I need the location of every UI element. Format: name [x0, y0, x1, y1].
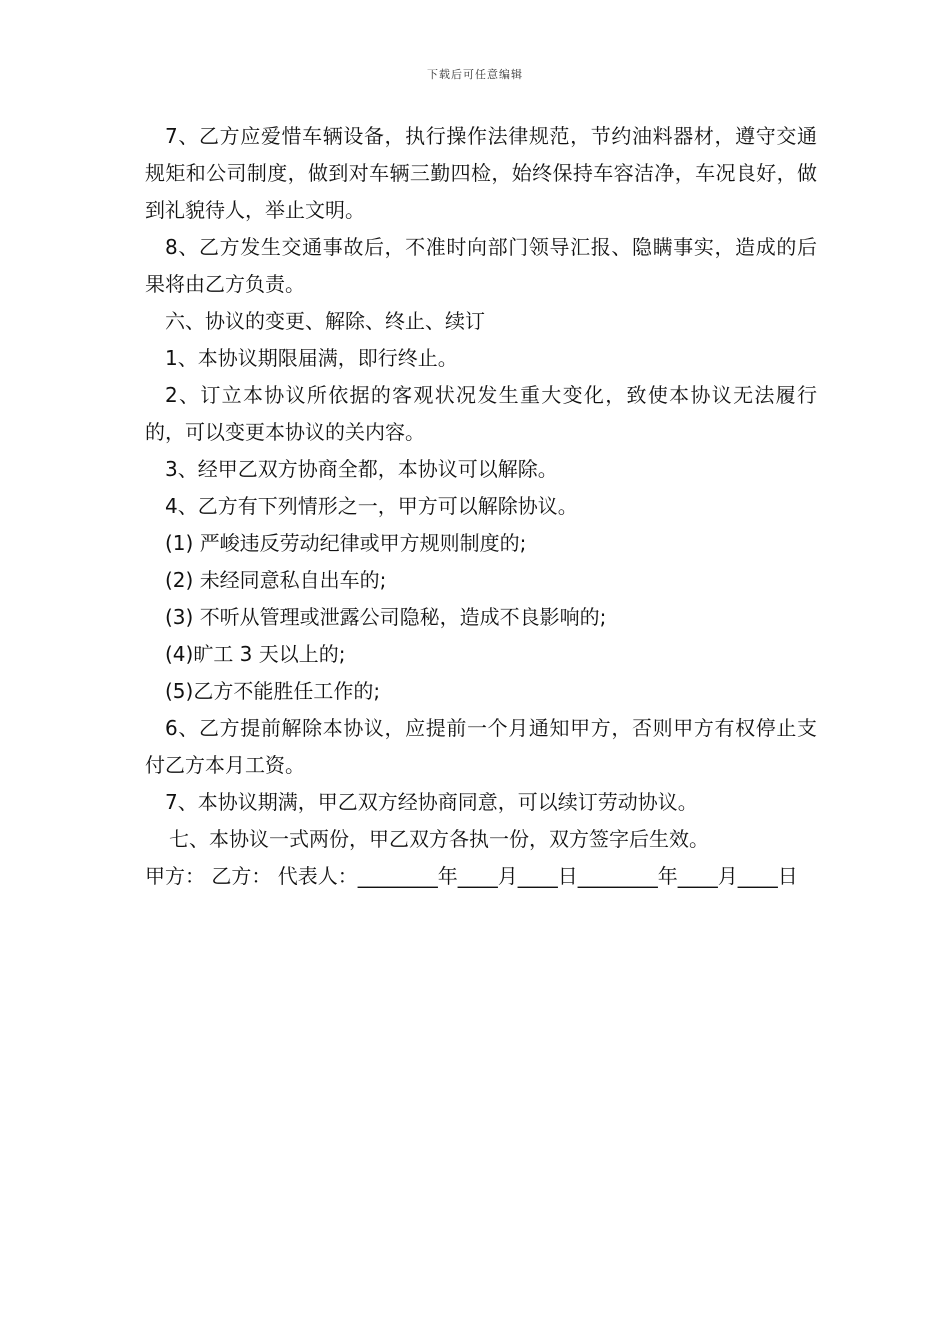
condition-1: (1) 严峻违反劳动纪律或甲方规则制度的; — [165, 531, 527, 555]
condition-2: (2) 未经同意私自出车的; — [165, 568, 387, 592]
condition-4: (4)旷工 3 天以上的; — [165, 642, 346, 666]
clause-7-vehicle-care: 7、乙方应爱惜车辆设备，执行操作法律规范，节约油料器材，遵守交通规矩和公司制度，做到对车辆三勤四检，始终保持车容洁净，车况良好，做到礼貌待人，举止文明。 — [145, 124, 817, 222]
document-body — [145, 118, 817, 895]
page-header: 下载后可任意编辑 — [427, 68, 523, 81]
clause-3-dissolve: 3、经甲乙双方协商全都，本协议可以解除。 — [165, 457, 558, 481]
clause-8-accident: 8、乙方发生交通事故后，不准时向部门领导汇报、隐瞒事实，造成的后果将由乙方负责。 — [145, 235, 817, 296]
clause-7-renewal: 7、本协议期满，甲乙双方经协商同意，可以续订劳动协议。 — [165, 790, 698, 814]
signature-line: 甲方： 乙方： 代表人：________年____月____日________年____月____日 — [145, 864, 798, 888]
clause-6-early-termination: 6、乙方提前解除本协议，应提前一个月通知甲方，否则甲方有权停止支付乙方本月工资。 — [145, 716, 817, 777]
condition-5: (5)乙方不能胜任工作的; — [165, 679, 381, 703]
condition-3: (3) 不听从管理或泄露公司隐秘，造成不良影响的; — [165, 605, 607, 629]
section-6-heading: 六、协议的变更、解除、终止、续订 — [165, 309, 485, 333]
clause-2-change: 2、订立本协议所依据的客观状况发生重大变化，致使本协议无法履行的，可以变更本协议的关内容。 — [145, 383, 817, 444]
clause-1-expiry: 1、本协议期限届满，即行终止。 — [165, 346, 458, 370]
section-7-closing: 七、本协议一式两份，甲乙双方各执一份，双方签字后生效。 — [169, 827, 709, 851]
clause-4-conditions: 4、乙方有下列情形之一，甲方可以解除协议。 — [165, 494, 578, 518]
